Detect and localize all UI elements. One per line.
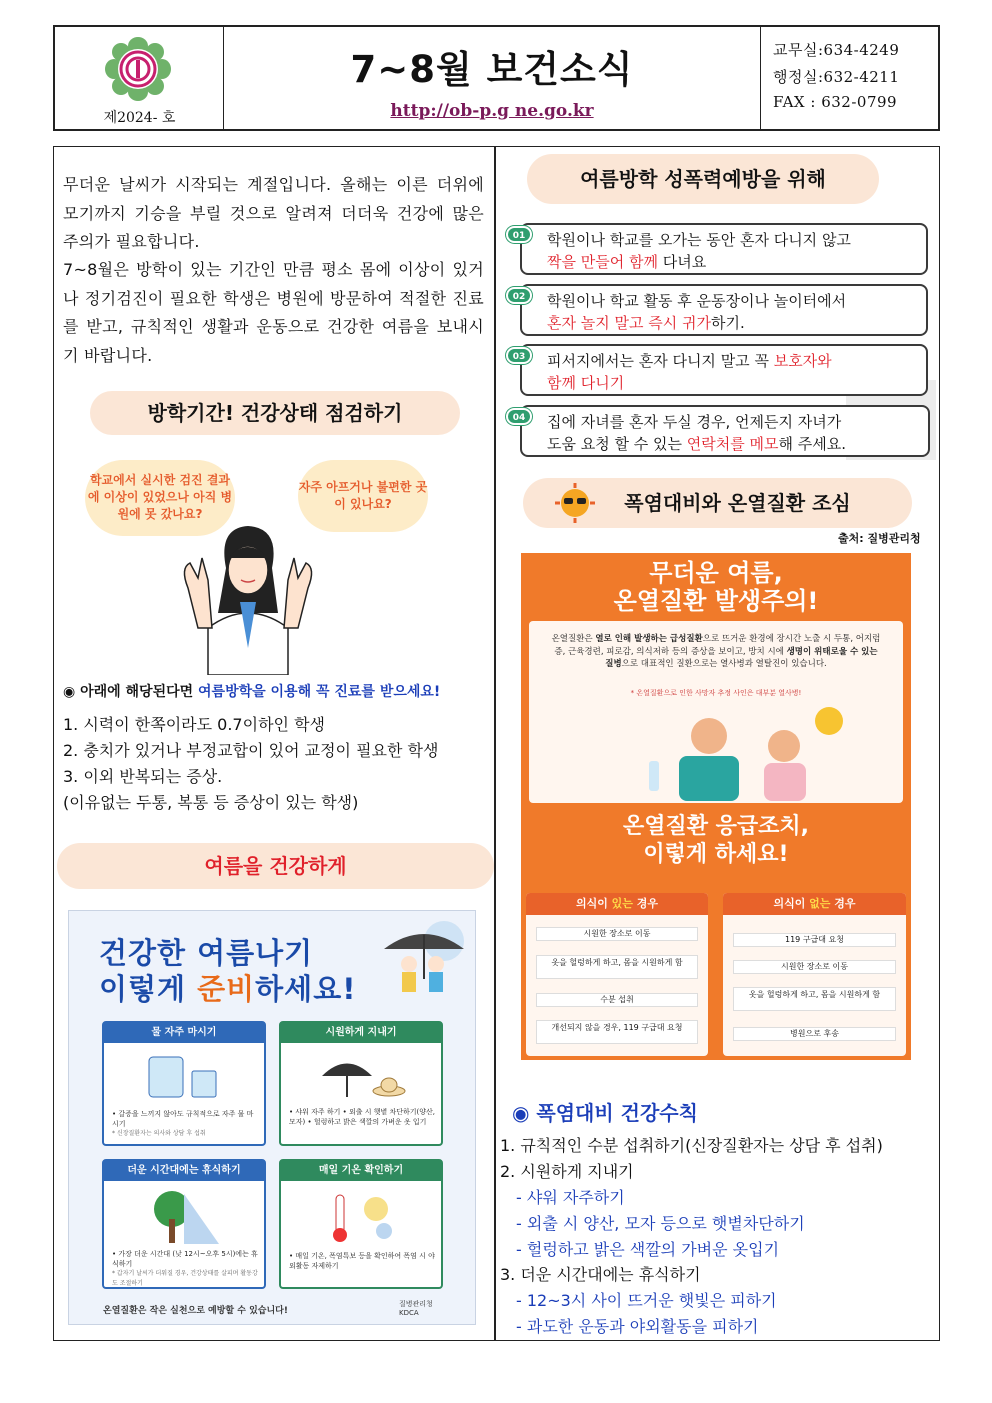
heat-title-1: 무더운 여름, [649, 559, 783, 587]
unconscious-head: 의식이 없는 경우 [723, 893, 906, 915]
item-highlight: 혼자 놀지 말고 즉시 귀가 [547, 314, 711, 332]
contact-office: 교무실:634-4249 [773, 41, 900, 59]
card-text: • 샤워 자주 하기 • 외출 시 햇볕 차단하기(양산, 모자) • 헐렁하고 밝은 색깔의 가벼운 옷 입기 [289, 1108, 435, 1126]
conscious-panel [526, 893, 708, 1056]
rule-subitem: - 12~3시 사이 뜨거운 햇빛은 피하기 [516, 1291, 777, 1310]
item-highlight: 연락처를 메모 [686, 435, 779, 453]
step: 옷을 헐렁하게 하고, 몸을 시원하게 함 [733, 987, 896, 1011]
issue-number: 제2024- 호 [103, 110, 176, 126]
card-title: 매일 기온 확인하기 [281, 1161, 441, 1181]
prevention-item-4 [520, 405, 930, 457]
checkup-notice [63, 681, 440, 701]
heat-note: * 온열질환으로 인한 사망자 추정 사인은 대부분 열사병! [630, 689, 802, 697]
step: 시원한 장소로 이동 [733, 960, 896, 974]
badge-04: 04 [506, 408, 532, 425]
rule-item: 1. 규칙적인 수분 섭취하기(신장질환자는 상담 후 섭취) [500, 1136, 883, 1155]
prevention-item-3 [520, 344, 928, 396]
heat-illness-poster [521, 553, 911, 1060]
heat-people-illustration [569, 701, 869, 801]
heat-heading: 폭염대비와 온열질환 조심 [624, 491, 851, 515]
summer-heading: 여름을 건강하게 [57, 843, 494, 889]
prevention-heading: 여름방학 성폭력예방을 위해 [527, 154, 879, 204]
step: 개선되지 않을 경우, 119 구급대 요청 [536, 1020, 698, 1044]
item-highlight: 짝을 만들어 함께 [547, 253, 658, 271]
thermometer-icon [326, 1187, 406, 1245]
school-url-link[interactable]: http://ob-p.g ne.go.kr [390, 101, 594, 121]
poster-card-rest [102, 1159, 266, 1289]
item-line-b: 다녀요 [657, 253, 707, 271]
checkup-heading: 방학기간! 건강상태 점검하기 [90, 391, 460, 435]
prevention-item-2 [520, 284, 928, 336]
rule-subitem: - 외출 시 양산, 모자 등으로 햇볕차단하기 [516, 1214, 805, 1233]
card-title: 더운 시간대에는 휴식하기 [104, 1161, 264, 1181]
card-title: 시원하게 지내기 [281, 1023, 441, 1043]
step: 시원한 장소로 이동 [536, 927, 698, 941]
item-line-b: 하기. [710, 314, 745, 332]
summer-health-poster [68, 910, 476, 1325]
heat-source: 출처: 질병관리청 [838, 532, 921, 545]
step: 수분 섭취 [536, 993, 698, 1007]
item-line-b-pre: 도움 요청 할 수 있는 [547, 435, 687, 453]
badge-01: 01 [506, 226, 532, 243]
poster-footer: 온열질환은 작은 실천으로 예방할 수 있습니다! [103, 1306, 288, 1316]
rule-subitem: - 헐렁하고 밝은 색깔의 가벼운 옷입기 [516, 1240, 780, 1259]
heat-title-2: 온열질환 발생주의! [613, 587, 819, 615]
intro-paragraph-1: 무더운 날씨가 시작되는 계절입니다. 올해는 이른 더위에 모기까지 기승을 부릴 것으로 알려져 더더욱 건강에 많은 주의가 필요합니다. [63, 175, 484, 251]
prevention-item-1 [520, 223, 928, 275]
contact-cell [760, 27, 938, 129]
badge-03: 03 [506, 347, 532, 364]
heat-sub-2: 이렇게 하세요! [643, 842, 789, 867]
heat-heading-pill [523, 478, 912, 528]
card-note: * 갑자기 날씨가 더워질 경우, 건강상태를 살피며 활동강도 조절하기 [112, 1270, 258, 1287]
item-line-a: 학원이나 학교를 오가는 동안 혼자 다니지 않고 [547, 231, 851, 249]
conscious-head: 의식이 있는 경우 [526, 893, 708, 915]
poster-card-temperature [279, 1159, 443, 1289]
column-divider [494, 147, 496, 1340]
rule-item: 3. 더운 시간대에는 휴식하기 [500, 1265, 701, 1284]
doctor-illustration [168, 518, 328, 675]
contact-fax: FAX : 632-0799 [773, 93, 898, 111]
step: 옷을 헐렁하게 하고, 몸을 시원하게 함 [536, 955, 698, 979]
card-text: • 갈증을 느끼지 않아도 규칙적으로 자주 물 마시기 [112, 1110, 254, 1128]
heat-sub-1: 온열질환 응급조치, [622, 814, 810, 839]
tree-shade-icon [144, 1189, 224, 1244]
poster-title-line2: 이렇게 준비하세요! [99, 972, 357, 1006]
rule-item: 2. 시원하게 지내기 [500, 1162, 634, 1181]
intro-paragraph-2: 7~8월은 방학이 있는 기간인 만큼 평소 몸에 이상이 있거나 정기검진이 필요한 학생은 병원에 방문하여 적절한 진료를 받고, 규칙적인 생활과 운동으로 건강한 여름을 보내시기 바랍니다. [63, 260, 484, 365]
item-line-a: 학원이나 학교 활동 후 운동장이나 놀이터에서 [547, 292, 847, 310]
rule-subitem: - 샤워 자주하기 [516, 1188, 625, 1207]
heat-description: 온열질환은 열로 인해 발생하는 급성질환으로 뜨거운 환경에 장시간 노출 시 두통, 어지럼증, 근육경련, 피로감, 의식저하 등의 증상을 보이고, 방치 시에 생명이 위태로울 수 있는 질병으로 대표적인 질환으로는 열사병과 열탈진이 있습니다. [551, 634, 881, 669]
item-line-b: 해 주세요. [778, 435, 846, 453]
checkup-item: 3. 이외 반복되는 증상. [63, 767, 223, 786]
item-line-a: 피서지에서는 혼자 다니지 말고 꼭 [547, 352, 774, 370]
kids-umbrella-icon [374, 919, 474, 1009]
checkup-item: 2. 충치가 있거나 부정교합이 있어 교정이 필요한 학생 [63, 741, 439, 760]
poster-title-line1: 건강한 여름나기 [99, 936, 314, 970]
logo-cell [55, 27, 224, 129]
poster-card-water [102, 1021, 266, 1146]
speech-bubble-right: 자주 아프거나 불편한 곳이 있나요? [298, 460, 428, 532]
rules-heading: ◉ 폭염대비 건강수칙 [512, 1101, 698, 1125]
notice-highlight: 여름방학을 이용해 꼭 진료를 받으세요! [198, 684, 441, 700]
contact-admin: 행정실:632-4211 [773, 68, 900, 86]
card-note: * 신장질환자는 의사와 상담 후 섭취 [112, 1130, 206, 1137]
step: 병원으로 후송 [733, 1027, 896, 1041]
rule-subitem: - 과도한 운동과 야외활동을 피하기 [516, 1317, 759, 1336]
poster-card-cool [279, 1021, 443, 1146]
notice-prefix: ◉ 아래에 해당된다면 [63, 684, 199, 700]
unconscious-panel [723, 893, 906, 1056]
card-text: • 가장 더운 시간대 (낮 12시~오후 5시)에는 휴식하기 [112, 1250, 258, 1268]
checkup-item: 1. 시력이 한쪽이라도 0.7이하인 학생 [63, 715, 325, 734]
poster-agency: 질병관리청 [399, 1300, 433, 1308]
school-emblem-icon [105, 37, 171, 101]
speech-bubble-left: 학교에서 실시한 검진 결과에 이상이 있었으나 아직 병원에 못 갔나요? [85, 460, 235, 536]
umbrella-hat-icon [317, 1051, 407, 1101]
item-highlight: 함께 다니기 [547, 374, 625, 392]
poster-agency-en: KDCA [399, 1309, 419, 1317]
card-title: 물 자주 마시기 [104, 1023, 264, 1043]
checkup-item: (이유없는 두통, 복통 등 증상이 있는 학생) [63, 793, 359, 812]
item-highlight: 보호자와 [773, 352, 832, 370]
badge-02: 02 [506, 287, 532, 304]
heat-info-panel [529, 621, 903, 803]
card-text: • 매일 기온, 폭염특보 등을 확인하여 폭염 시 야외활동 자제하기 [289, 1252, 435, 1270]
sun-sunglasses-icon [553, 483, 597, 523]
newsletter-title: 7~8월 보건소식 [350, 48, 634, 91]
water-jug-icon [144, 1051, 224, 1101]
step: 119 구급대 요청 [733, 933, 896, 947]
item-line-a: 집에 자녀를 혼자 두실 경우, 언제든지 자녀가 [547, 413, 842, 431]
newsletter-header [53, 25, 940, 131]
